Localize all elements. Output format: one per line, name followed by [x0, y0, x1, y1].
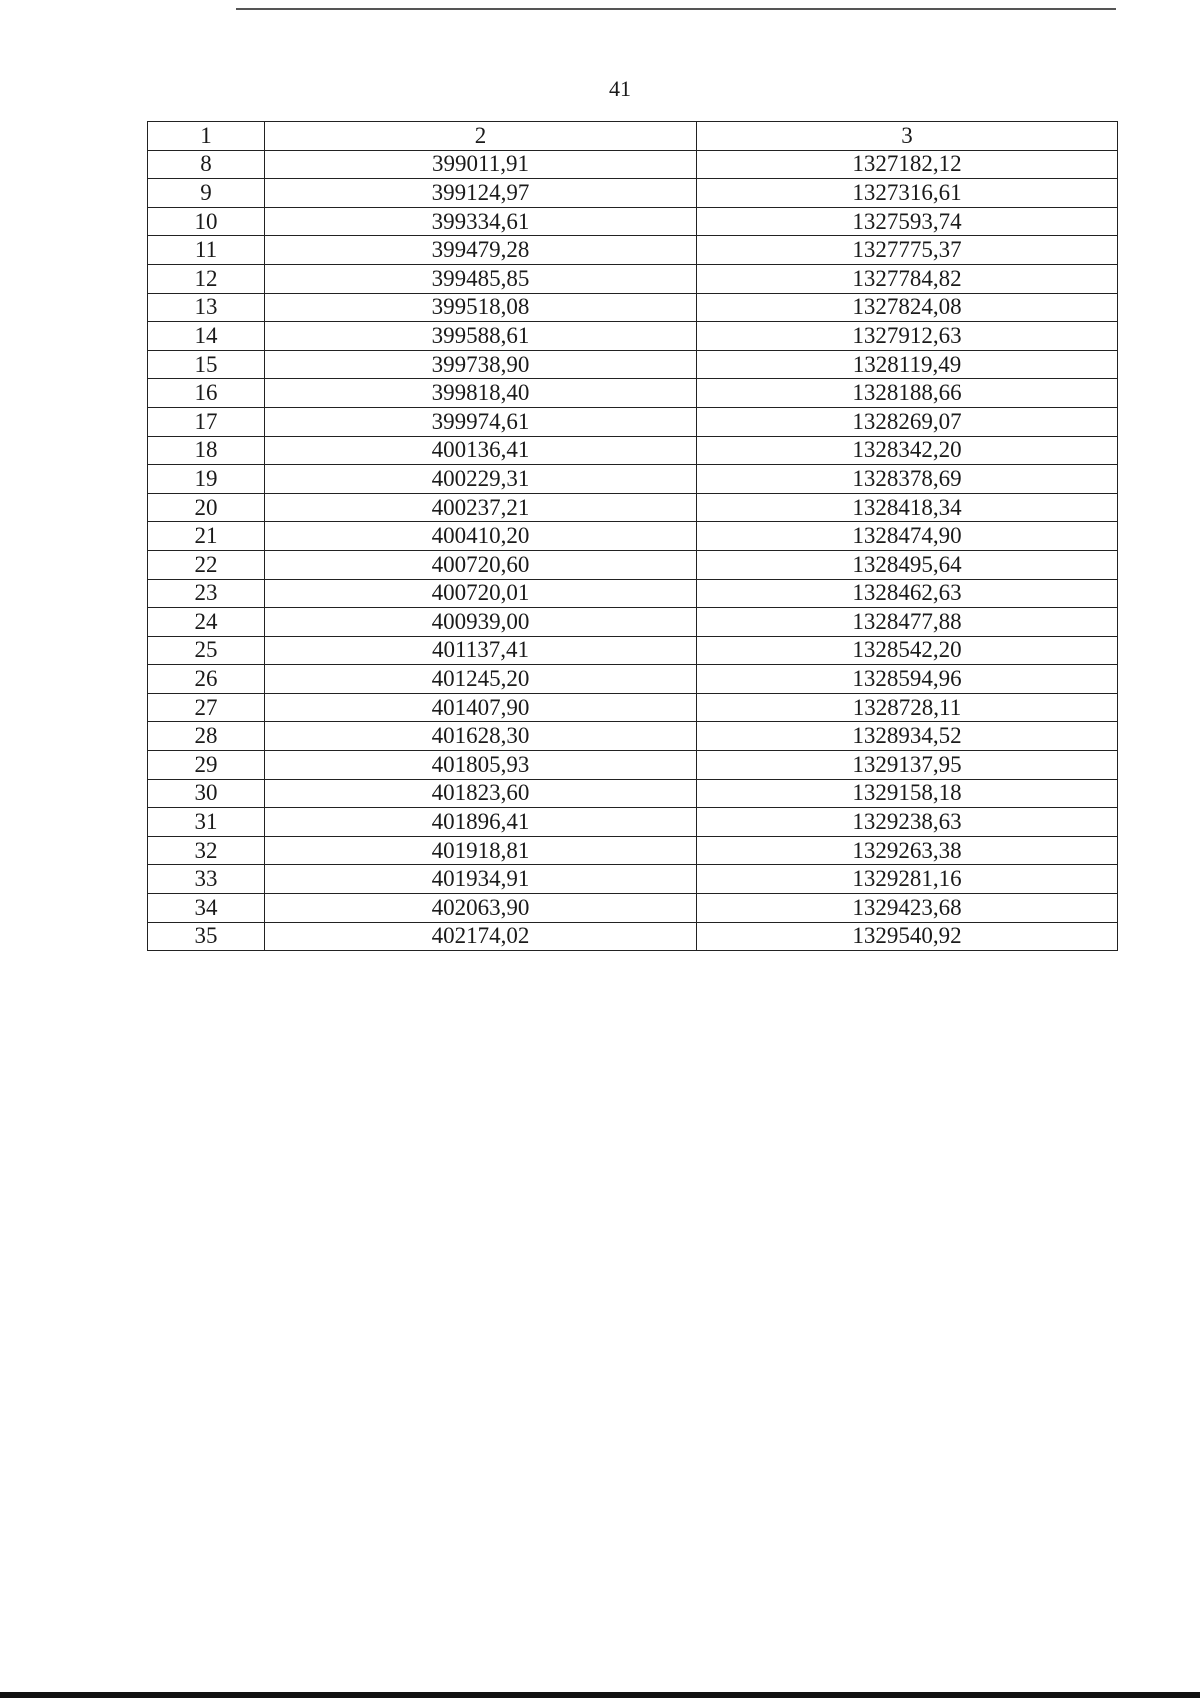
coordinate-x-cell: 400720,01 — [265, 579, 697, 608]
coordinate-y-cell: 1329137,95 — [697, 751, 1118, 780]
coordinate-x-cell: 399124,97 — [265, 179, 697, 208]
point-number-cell: 25 — [148, 636, 265, 665]
point-number-cell: 28 — [148, 722, 265, 751]
coordinate-x-cell: 402174,02 — [265, 922, 697, 951]
coordinate-x-cell: 400136,41 — [265, 436, 697, 465]
point-number-cell: 29 — [148, 751, 265, 780]
table-row — [148, 179, 1118, 208]
coordinate-x-cell: 400939,00 — [265, 608, 697, 637]
coordinate-x-cell: 399479,28 — [265, 236, 697, 265]
page-number: 41 — [609, 76, 631, 101]
coordinate-x-cell: 400237,21 — [265, 493, 697, 522]
coordinate-y-cell: 1328495,64 — [697, 550, 1118, 579]
coordinate-y-cell: 1327593,74 — [697, 207, 1118, 236]
table-row — [148, 293, 1118, 322]
coordinate-x-cell: 399485,85 — [265, 264, 697, 293]
coordinate-x-cell: 401628,30 — [265, 722, 697, 751]
point-number-cell: 10 — [148, 207, 265, 236]
table-row — [148, 236, 1118, 265]
table-row — [148, 865, 1118, 894]
top-rule — [236, 8, 1116, 10]
point-number-cell: 18 — [148, 436, 265, 465]
coordinate-y-cell: 1329238,63 — [697, 808, 1118, 837]
point-number-cell: 31 — [148, 808, 265, 837]
coordinate-y-cell: 1328269,07 — [697, 407, 1118, 436]
point-number-cell: 20 — [148, 493, 265, 522]
point-number-cell: 35 — [148, 922, 265, 951]
coordinate-x-cell: 401896,41 — [265, 808, 697, 837]
table-row — [148, 465, 1118, 494]
point-number-cell: 16 — [148, 379, 265, 408]
column-header: 1 — [148, 122, 265, 151]
coordinate-y-cell: 1327182,12 — [697, 150, 1118, 179]
coordinate-x-cell: 401137,41 — [265, 636, 697, 665]
table-row — [148, 693, 1118, 722]
point-number-cell: 30 — [148, 779, 265, 808]
point-number-cell: 8 — [148, 150, 265, 179]
coordinate-y-cell: 1328477,88 — [697, 608, 1118, 637]
coordinate-y-cell: 1329423,68 — [697, 894, 1118, 923]
table-row — [148, 493, 1118, 522]
coordinate-y-cell: 1328728,11 — [697, 693, 1118, 722]
column-header: 3 — [697, 122, 1118, 151]
coordinate-y-cell: 1328342,20 — [697, 436, 1118, 465]
coordinate-y-cell: 1329263,38 — [697, 836, 1118, 865]
coordinate-x-cell: 399334,61 — [265, 207, 697, 236]
coordinate-y-cell: 1327775,37 — [697, 236, 1118, 265]
point-number-cell: 21 — [148, 522, 265, 551]
coordinate-x-cell: 401407,90 — [265, 693, 697, 722]
table-body — [148, 150, 1118, 951]
point-number-cell: 15 — [148, 350, 265, 379]
table-row — [148, 436, 1118, 465]
coordinate-y-cell: 1328474,90 — [697, 522, 1118, 551]
table-row — [148, 665, 1118, 694]
coordinate-x-cell: 400410,20 — [265, 522, 697, 551]
point-number-cell: 14 — [148, 322, 265, 351]
coordinate-x-cell: 401823,60 — [265, 779, 697, 808]
coordinate-y-cell: 1328594,96 — [697, 665, 1118, 694]
coordinate-x-cell: 399518,08 — [265, 293, 697, 322]
table-row — [148, 836, 1118, 865]
table-row — [148, 894, 1118, 923]
coordinate-x-cell: 401805,93 — [265, 751, 697, 780]
coordinate-x-cell: 401934,91 — [265, 865, 697, 894]
table-row — [148, 579, 1118, 608]
point-number-cell: 19 — [148, 465, 265, 494]
coordinate-y-cell: 1328462,63 — [697, 579, 1118, 608]
table-row — [148, 922, 1118, 951]
coordinate-y-cell: 1329281,16 — [697, 865, 1118, 894]
coordinate-y-cell: 1329540,92 — [697, 922, 1118, 951]
point-number-cell: 11 — [148, 236, 265, 265]
point-number-cell: 33 — [148, 865, 265, 894]
coordinate-x-cell: 399588,61 — [265, 322, 697, 351]
coordinate-x-cell: 399974,61 — [265, 407, 697, 436]
coordinate-y-cell: 1327912,63 — [697, 322, 1118, 351]
column-header: 2 — [265, 122, 697, 151]
coordinates-table — [147, 121, 1118, 951]
table-row — [148, 808, 1118, 837]
table-row — [148, 522, 1118, 551]
point-number-cell: 27 — [148, 693, 265, 722]
coordinate-y-cell: 1328188,66 — [697, 379, 1118, 408]
table-row — [148, 722, 1118, 751]
coordinate-x-cell: 401245,20 — [265, 665, 697, 694]
coordinate-y-cell: 1328119,49 — [697, 350, 1118, 379]
coordinate-y-cell: 1328934,52 — [697, 722, 1118, 751]
point-number-cell: 34 — [148, 894, 265, 923]
table-row — [148, 322, 1118, 351]
point-number-cell: 23 — [148, 579, 265, 608]
coordinate-x-cell: 400720,60 — [265, 550, 697, 579]
point-number-cell: 12 — [148, 264, 265, 293]
point-number-cell: 9 — [148, 179, 265, 208]
point-number-cell: 26 — [148, 665, 265, 694]
point-number-cell: 32 — [148, 836, 265, 865]
table-row — [148, 379, 1118, 408]
coordinate-y-cell: 1328378,69 — [697, 465, 1118, 494]
point-number-cell: 13 — [148, 293, 265, 322]
point-number-cell: 24 — [148, 608, 265, 637]
coordinate-y-cell: 1327784,82 — [697, 264, 1118, 293]
coordinate-x-cell: 399738,90 — [265, 350, 697, 379]
coordinate-x-cell: 401918,81 — [265, 836, 697, 865]
table-row — [148, 350, 1118, 379]
table-row — [148, 264, 1118, 293]
coordinate-y-cell: 1328542,20 — [697, 636, 1118, 665]
point-number-cell: 17 — [148, 407, 265, 436]
table-row — [148, 550, 1118, 579]
table-row — [148, 150, 1118, 179]
table-header-row — [148, 122, 1118, 151]
coordinate-x-cell: 399011,91 — [265, 150, 697, 179]
table-row — [148, 636, 1118, 665]
coordinate-y-cell: 1327824,08 — [697, 293, 1118, 322]
coordinate-y-cell: 1328418,34 — [697, 493, 1118, 522]
point-number-cell: 22 — [148, 550, 265, 579]
table-row — [148, 779, 1118, 808]
table-row — [148, 207, 1118, 236]
coordinate-x-cell: 402063,90 — [265, 894, 697, 923]
table-row — [148, 751, 1118, 780]
table-row — [148, 608, 1118, 637]
bottom-rule — [0, 1692, 1200, 1698]
coordinate-x-cell: 399818,40 — [265, 379, 697, 408]
coordinate-y-cell: 1327316,61 — [697, 179, 1118, 208]
coordinate-x-cell: 400229,31 — [265, 465, 697, 494]
table-row — [148, 407, 1118, 436]
coordinate-y-cell: 1329158,18 — [697, 779, 1118, 808]
